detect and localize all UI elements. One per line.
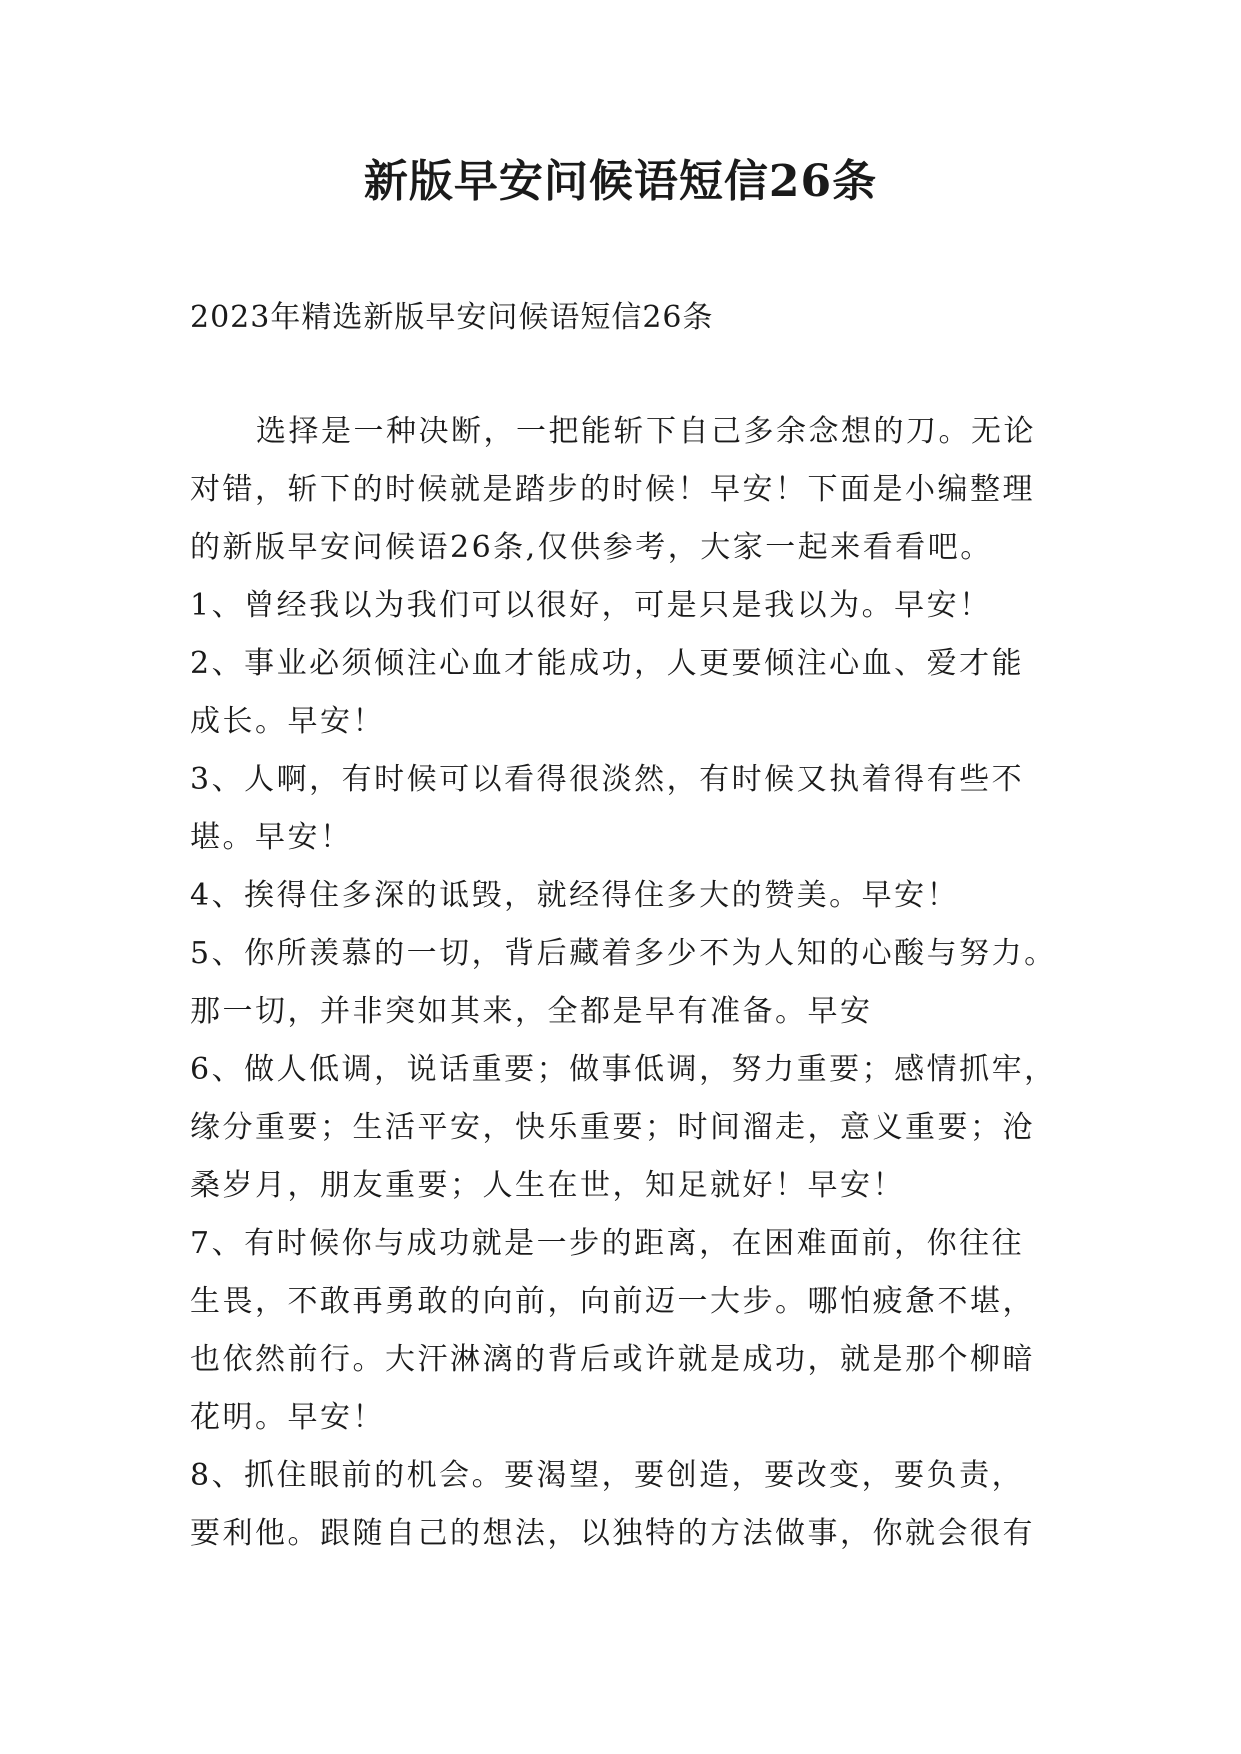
list-item-line: 那一切，并非突如其来，全都是早有准备。早安	[190, 994, 873, 1029]
list-item-line: 桑岁月，朋友重要；人生在世，知足就好！早安！	[190, 1168, 905, 1203]
list-item-line: 要利他。跟随自己的想法，以独特的方法做事，你就会很有	[190, 1516, 1035, 1551]
list-item-line: 缘分重要；生活平安，快乐重要；时间溜走，意义重要；沧	[190, 1110, 1035, 1145]
intro-line: 的新版早安问候语26条,仅供参考，大家一起来看看吧。	[190, 530, 993, 565]
list-item-line: 4、挨得住多深的诋毁，就经得住多大的赞美。早安！	[190, 878, 960, 913]
list-item-line: 生畏，不敢再勇敢的向前，向前迈一大步。哪怕疲惫不堪，	[190, 1284, 1035, 1319]
list-item-line: 3、人啊，有时候可以看得很淡然，有时候又执着得有些不	[190, 762, 1025, 797]
list-item-line: 6、做人低调，说话重要；做事低调，努力重要；感情抓牢，	[190, 1052, 1057, 1087]
list-item-line: 也依然前行。大汗淋漓的背后或许就是成功，就是那个柳暗	[190, 1342, 1035, 1377]
document-subtitle: 2023年精选新版早安问候语短信26条	[190, 300, 714, 335]
intro-line: 选择是一种决断，一把能斩下自己多余念想的刀。无论	[256, 414, 1036, 449]
list-item-line: 1、曾经我以为我们可以很好，可是只是我以为。早安！	[190, 588, 992, 623]
intro-line: 对错，斩下的时候就是踏步的时候！早安！下面是小编整理	[190, 472, 1035, 507]
list-item-line: 堪。早安！	[190, 820, 353, 855]
list-item-line: 7、有时候你与成功就是一步的距离，在困难面前，你往往	[190, 1226, 1025, 1261]
list-item-line: 成长。早安！	[190, 704, 385, 739]
document-title: 新版早安问候语短信26条	[363, 156, 878, 207]
document-body	[190, 403, 1070, 1563]
list-item-line: 2、事业必须倾注心血才能成功，人更要倾注心血、爱才能	[190, 646, 1025, 681]
list-item-line: 8、抓住眼前的机会。要渴望，要创造，要改变，要负责，	[190, 1458, 1025, 1493]
list-item-line: 花明。早安！	[190, 1400, 385, 1435]
list-item-line: 5、你所羡慕的一切，背后藏着多少不为人知的心酸与努力。	[190, 936, 1057, 971]
